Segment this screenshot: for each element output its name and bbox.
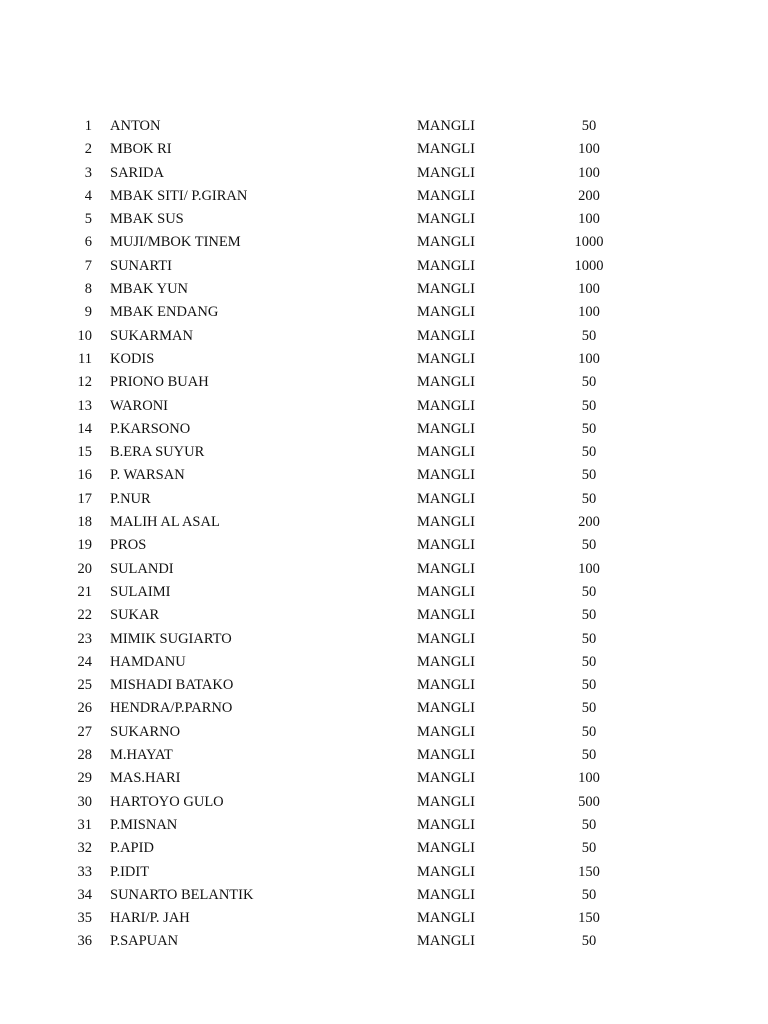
row-amount: 150 bbox=[578, 910, 600, 927]
row-name: PRIONO BUAH bbox=[110, 374, 209, 391]
row-amount: 200 bbox=[578, 187, 600, 204]
row-location: MANGLI bbox=[417, 374, 475, 391]
table-row bbox=[0, 534, 768, 557]
table-row bbox=[0, 628, 768, 651]
row-amount: 50 bbox=[581, 700, 597, 717]
row-location: MANGLI bbox=[417, 444, 475, 461]
row-location: MANGLI bbox=[417, 350, 475, 367]
row-number: 23 bbox=[77, 630, 92, 647]
row-amount: 100 bbox=[578, 164, 600, 181]
table-row bbox=[0, 255, 768, 278]
row-amount: 50 bbox=[581, 374, 597, 391]
data-table bbox=[0, 115, 768, 954]
row-location: MANGLI bbox=[417, 723, 475, 740]
row-number: 3 bbox=[84, 164, 92, 181]
row-amount: 100 bbox=[578, 211, 600, 228]
table-row bbox=[0, 558, 768, 581]
row-location: MANGLI bbox=[417, 304, 475, 321]
row-number: 33 bbox=[77, 863, 92, 880]
row-name: HARTOYO GULO bbox=[110, 793, 224, 810]
row-number: 10 bbox=[77, 327, 92, 344]
row-name: HAMDANU bbox=[110, 653, 186, 670]
row-amount: 50 bbox=[581, 397, 597, 414]
row-name: MBAK SITI/ P.GIRAN bbox=[110, 187, 248, 204]
row-location: MANGLI bbox=[417, 863, 475, 880]
row-name: MBAK YUN bbox=[110, 281, 189, 298]
table-row bbox=[0, 395, 768, 418]
row-number: 31 bbox=[77, 816, 92, 833]
row-number: 18 bbox=[77, 514, 92, 531]
row-number: 19 bbox=[77, 537, 92, 554]
row-amount: 50 bbox=[581, 886, 597, 903]
row-amount: 50 bbox=[581, 607, 597, 624]
row-name: P.APID bbox=[110, 840, 154, 857]
row-amount: 100 bbox=[578, 770, 600, 787]
row-location: MANGLI bbox=[417, 700, 475, 717]
table-row bbox=[0, 884, 768, 907]
row-location: MANGLI bbox=[417, 770, 475, 787]
table-row bbox=[0, 837, 768, 860]
table-row bbox=[0, 208, 768, 231]
table-row bbox=[0, 721, 768, 744]
row-number: 21 bbox=[77, 583, 92, 600]
table-row bbox=[0, 162, 768, 185]
row-location: MANGLI bbox=[417, 281, 475, 298]
row-number: 13 bbox=[77, 397, 92, 414]
table-row bbox=[0, 278, 768, 301]
row-amount: 50 bbox=[581, 420, 597, 437]
row-name: MALIH AL ASAL bbox=[110, 514, 220, 531]
table-row bbox=[0, 814, 768, 837]
row-name: B.ERA SUYUR bbox=[110, 444, 205, 461]
row-location: MANGLI bbox=[417, 653, 475, 670]
row-number: 20 bbox=[77, 560, 92, 577]
row-number: 32 bbox=[77, 840, 92, 857]
table-row bbox=[0, 185, 768, 208]
row-location: MANGLI bbox=[417, 677, 475, 694]
table-row bbox=[0, 441, 768, 464]
row-name: P. WARSAN bbox=[110, 467, 185, 484]
row-amount: 200 bbox=[578, 514, 600, 531]
row-location: MANGLI bbox=[417, 747, 475, 764]
row-name: SUNARTI bbox=[110, 257, 172, 274]
row-amount: 100 bbox=[578, 141, 600, 158]
row-name: SUKAR bbox=[110, 607, 160, 624]
table-row bbox=[0, 325, 768, 348]
table-row bbox=[0, 581, 768, 604]
row-number: 35 bbox=[77, 910, 92, 927]
row-number: 4 bbox=[84, 187, 92, 204]
row-number: 1 bbox=[84, 118, 92, 134]
row-amount: 50 bbox=[581, 677, 597, 694]
row-location: MANGLI bbox=[417, 397, 475, 414]
row-location: MANGLI bbox=[417, 164, 475, 181]
row-location: MANGLI bbox=[417, 467, 475, 484]
row-name: MBAK ENDANG bbox=[110, 304, 219, 321]
table-row bbox=[0, 511, 768, 534]
row-name: M.HAYAT bbox=[110, 747, 173, 764]
row-name: HENDRA/P.PARNO bbox=[110, 700, 233, 717]
row-number: 8 bbox=[84, 281, 92, 298]
row-amount: 1000 bbox=[574, 257, 604, 274]
row-name: SULAIMI bbox=[110, 583, 171, 600]
row-number: 2 bbox=[84, 141, 92, 158]
table-row bbox=[0, 348, 768, 371]
row-amount: 1000 bbox=[574, 234, 604, 251]
row-location: MANGLI bbox=[417, 118, 475, 134]
row-number: 24 bbox=[77, 653, 92, 670]
row-amount: 100 bbox=[578, 281, 600, 298]
table-row bbox=[0, 744, 768, 767]
table-row bbox=[0, 418, 768, 441]
row-amount: 50 bbox=[581, 118, 597, 134]
row-location: MANGLI bbox=[417, 840, 475, 857]
row-name: SUKARMAN bbox=[110, 327, 193, 344]
table-row bbox=[0, 791, 768, 814]
row-number: 7 bbox=[84, 257, 92, 274]
row-name: P.IDIT bbox=[110, 863, 150, 880]
row-number: 6 bbox=[84, 234, 92, 251]
row-name: MIMIK SUGIARTO bbox=[110, 630, 232, 647]
row-location: MANGLI bbox=[417, 187, 475, 204]
row-amount: 50 bbox=[581, 444, 597, 461]
row-name: MAS.HARI bbox=[110, 770, 181, 787]
table-row bbox=[0, 231, 768, 254]
row-location: MANGLI bbox=[417, 793, 475, 810]
row-amount: 50 bbox=[581, 816, 597, 833]
row-name: ANTON bbox=[110, 118, 161, 134]
row-amount: 500 bbox=[578, 793, 600, 810]
row-name: P.NUR bbox=[110, 490, 151, 507]
row-amount: 50 bbox=[581, 840, 597, 857]
row-name: SUNARTO BELANTIK bbox=[110, 886, 254, 903]
row-name: P.KARSONO bbox=[110, 420, 191, 437]
row-name: MUJI/MBOK TINEM bbox=[110, 234, 241, 251]
row-location: MANGLI bbox=[417, 514, 475, 531]
row-location: MANGLI bbox=[417, 211, 475, 228]
row-location: MANGLI bbox=[417, 490, 475, 507]
row-amount: 100 bbox=[578, 304, 600, 321]
row-amount: 50 bbox=[581, 327, 597, 344]
row-amount: 150 bbox=[578, 863, 600, 880]
row-location: MANGLI bbox=[417, 327, 475, 344]
row-number: 16 bbox=[77, 467, 92, 484]
row-number: 26 bbox=[77, 700, 92, 717]
row-name: SUKARNO bbox=[110, 723, 181, 740]
table-row bbox=[0, 767, 768, 790]
row-name: MBAK SUS bbox=[110, 211, 184, 228]
row-location: MANGLI bbox=[417, 537, 475, 554]
row-location: MANGLI bbox=[417, 560, 475, 577]
table-row bbox=[0, 674, 768, 697]
row-number: 22 bbox=[77, 607, 92, 624]
row-location: MANGLI bbox=[417, 420, 475, 437]
row-number: 14 bbox=[77, 420, 92, 437]
table-row bbox=[0, 115, 768, 138]
row-amount: 50 bbox=[581, 467, 597, 484]
row-number: 11 bbox=[78, 350, 92, 367]
table-row bbox=[0, 907, 768, 930]
row-number: 5 bbox=[84, 211, 92, 228]
row-name: MBOK RI bbox=[110, 141, 172, 158]
row-amount: 50 bbox=[581, 747, 597, 764]
row-name: WARONI bbox=[110, 397, 168, 414]
row-number: 29 bbox=[77, 770, 92, 787]
row-name: SULANDI bbox=[110, 560, 174, 577]
row-name: KODIS bbox=[110, 350, 155, 367]
table-row bbox=[0, 371, 768, 394]
row-location: MANGLI bbox=[417, 630, 475, 647]
row-number: 27 bbox=[77, 723, 92, 740]
row-amount: 50 bbox=[581, 630, 597, 647]
row-number: 25 bbox=[77, 677, 92, 694]
row-amount: 50 bbox=[581, 653, 597, 670]
row-number: 28 bbox=[77, 747, 92, 764]
row-amount: 50 bbox=[581, 933, 597, 950]
row-amount: 50 bbox=[581, 490, 597, 507]
row-amount: 100 bbox=[578, 350, 600, 367]
table-row bbox=[0, 488, 768, 511]
row-name: MISHADI BATAKO bbox=[110, 677, 234, 694]
row-number: 15 bbox=[77, 444, 92, 461]
row-number: 17 bbox=[77, 490, 92, 507]
row-location: MANGLI bbox=[417, 816, 475, 833]
row-amount: 50 bbox=[581, 583, 597, 600]
table-row bbox=[0, 301, 768, 324]
row-amount: 50 bbox=[581, 723, 597, 740]
table-row bbox=[0, 464, 768, 487]
row-amount: 100 bbox=[578, 560, 600, 577]
row-location: MANGLI bbox=[417, 607, 475, 624]
table-row bbox=[0, 651, 768, 674]
row-name: SARIDA bbox=[110, 164, 164, 181]
row-location: MANGLI bbox=[417, 257, 475, 274]
row-location: MANGLI bbox=[417, 910, 475, 927]
row-location: MANGLI bbox=[417, 886, 475, 903]
row-name: P.MISNAN bbox=[110, 816, 178, 833]
row-number: 36 bbox=[77, 933, 92, 950]
row-number: 9 bbox=[84, 304, 92, 321]
row-number: 34 bbox=[77, 886, 92, 903]
table-row bbox=[0, 697, 768, 720]
row-name: HARI/P. JAH bbox=[110, 910, 190, 927]
row-location: MANGLI bbox=[417, 234, 475, 251]
row-location: MANGLI bbox=[417, 141, 475, 158]
table-row bbox=[0, 604, 768, 627]
row-number: 12 bbox=[77, 374, 92, 391]
row-location: MANGLI bbox=[417, 583, 475, 600]
table-row bbox=[0, 930, 768, 953]
row-amount: 50 bbox=[581, 537, 597, 554]
table-row bbox=[0, 138, 768, 161]
row-name: P.SAPUAN bbox=[110, 933, 179, 950]
table-row bbox=[0, 861, 768, 884]
row-location: MANGLI bbox=[417, 933, 475, 950]
row-name: PROS bbox=[110, 537, 147, 554]
row-number: 30 bbox=[77, 793, 92, 810]
